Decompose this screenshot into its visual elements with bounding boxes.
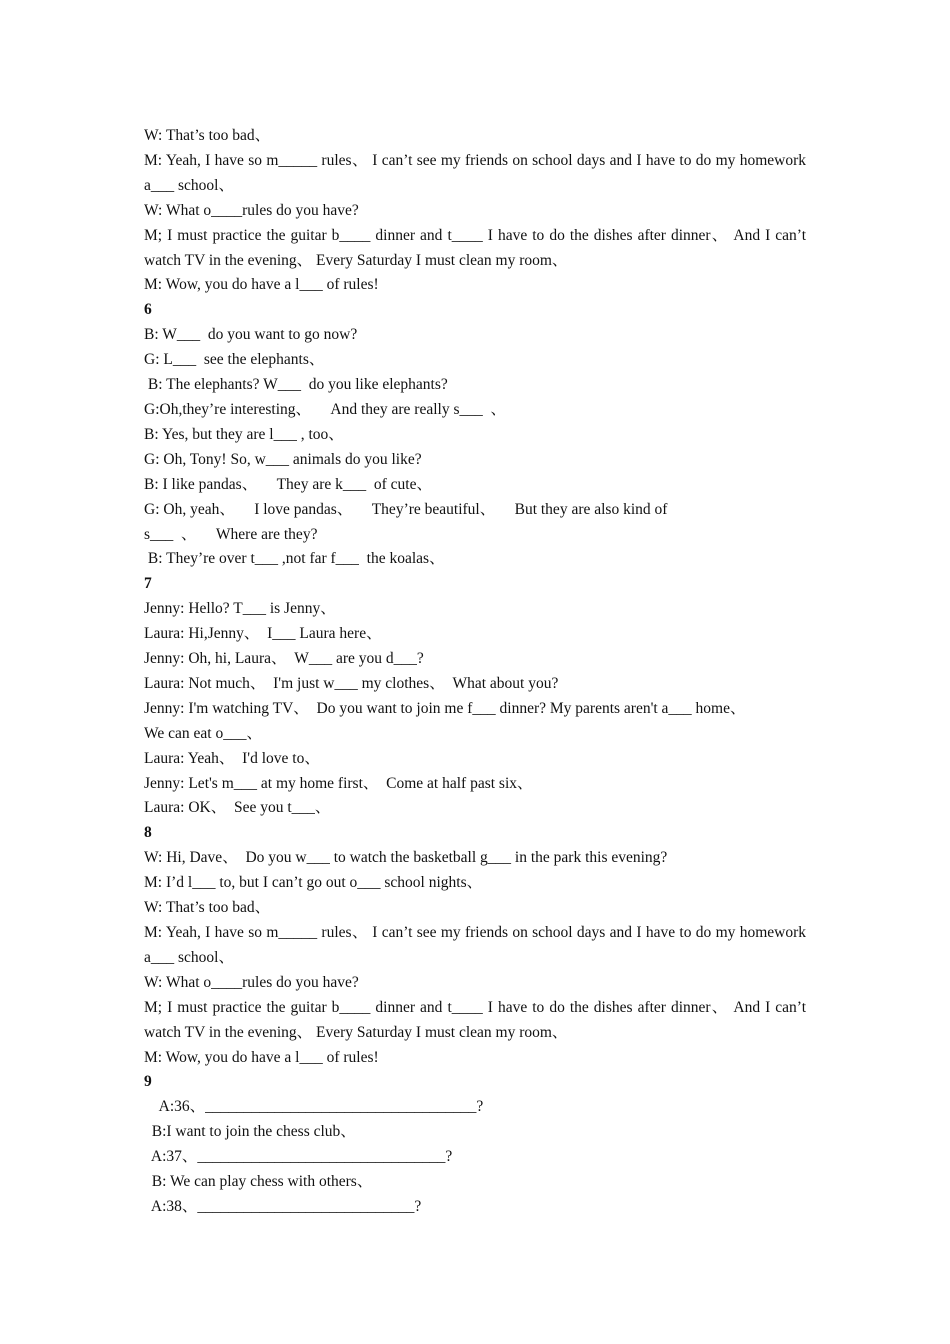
- dialogue-line: Laura: Yeah、 I'd love to、: [144, 749, 320, 767]
- dialogue-line: B: They’re over t___ ,not far f___ the koalas、: [144, 550, 445, 568]
- answer-line: A:38、____________________________?: [144, 1197, 422, 1215]
- dialogue-line: M: I’d l___ to, but I can’t go out o___ school nights、: [144, 874, 483, 892]
- section-number-7: 7: [144, 575, 152, 593]
- dialogue-line: W: What o____rules do you have?: [144, 201, 359, 219]
- dialogue-line: Jenny: I'm watching TV、 Do you want to join me f___ dinner? My parents aren't a___ home、: [144, 699, 746, 717]
- dialogue-line: W: Hi, Dave、 Do you w___ to watch the basketball g___ in the park this evening?: [144, 849, 668, 867]
- document-page: [144, 124, 806, 1220]
- dialogue-line: s___ 、 Where are they?: [144, 525, 318, 543]
- dialogue-line: M; I must practice the guitar b____ dinner and t____ I have to do the dishes after dinner、 And I can’t watch TV in the evening、 Every Saturday I must clean my room、: [144, 226, 806, 269]
- dialogue-line: G:Oh,they’re interesting、 And they are really s___ 、: [144, 400, 507, 418]
- dialogue-line: M: Yeah, I have so m_____ rules、 I can’t see my friends on school days and I have to do my homework a___ school、: [144, 151, 806, 194]
- dialogue-line: Laura: Hi,Jenny、 I___ Laura here、: [144, 625, 382, 643]
- dialogue-line: B: We can play chess with others、: [144, 1173, 373, 1191]
- dialogue-line: G: Oh, yeah、 I love pandas、 They’re beautiful、 But they are also kind of: [144, 500, 668, 518]
- dialogue-line: G: L___ see the elephants、: [144, 351, 325, 369]
- section-number-6: 6: [144, 301, 152, 319]
- dialogue-line: Laura: OK、 See you t___、: [144, 799, 331, 817]
- dialogue-line: Jenny: Oh, hi, Laura、 W___ are you d___?: [144, 650, 424, 668]
- dialogue-line: M: Wow, you do have a l___ of rules!: [144, 1048, 379, 1066]
- dialogue-line: M: Wow, you do have a l___ of rules!: [144, 276, 379, 294]
- dialogue-line: B: W___ do you want to go now?: [144, 326, 358, 344]
- dialogue-line: Jenny: Hello? T___ is Jenny、: [144, 600, 336, 618]
- answer-line: A:37、________________________________?: [144, 1148, 453, 1166]
- dialogue-line: We can eat o___、: [144, 724, 262, 742]
- dialogue-line: B: The elephants? W___ do you like elephants?: [144, 376, 448, 394]
- dialogue-line: B:I want to join the chess club、: [144, 1123, 356, 1141]
- dialogue-line: Laura: Not much、 I'm just w___ my clothes、 What about you?: [144, 674, 559, 692]
- dialogue-line: W: What o____rules do you have?: [144, 973, 359, 991]
- dialogue-line: W: That’s too bad、: [144, 127, 271, 144]
- dialogue-line: M; I must practice the guitar b____ dinner and t____ I have to do the dishes after dinner、 And I can’t watch TV in the evening、 Every Saturday I must clean my room、: [144, 998, 806, 1041]
- dialogue-line: M: Yeah, I have so m_____ rules、 I can’t see my friends on school days and I have to do my homework a___ school、: [144, 924, 806, 966]
- section-number-9: 9: [144, 1073, 152, 1091]
- dialogue-line: Jenny: Let's m___ at my home first、 Come at half past six、: [144, 774, 533, 792]
- dialogue-line: W: That’s too bad、: [144, 899, 271, 917]
- dialogue-line: B: Yes, but they are l___ , too、: [144, 425, 344, 443]
- dialogue-line: G: Oh, Tony! So, w___ animals do you like?: [144, 450, 422, 468]
- dialogue-line: B: I like pandas、 They are k___ of cute、: [144, 475, 432, 493]
- section-number-8: 8: [144, 824, 152, 842]
- answer-line: A:36、___________________________________?: [144, 1098, 484, 1116]
